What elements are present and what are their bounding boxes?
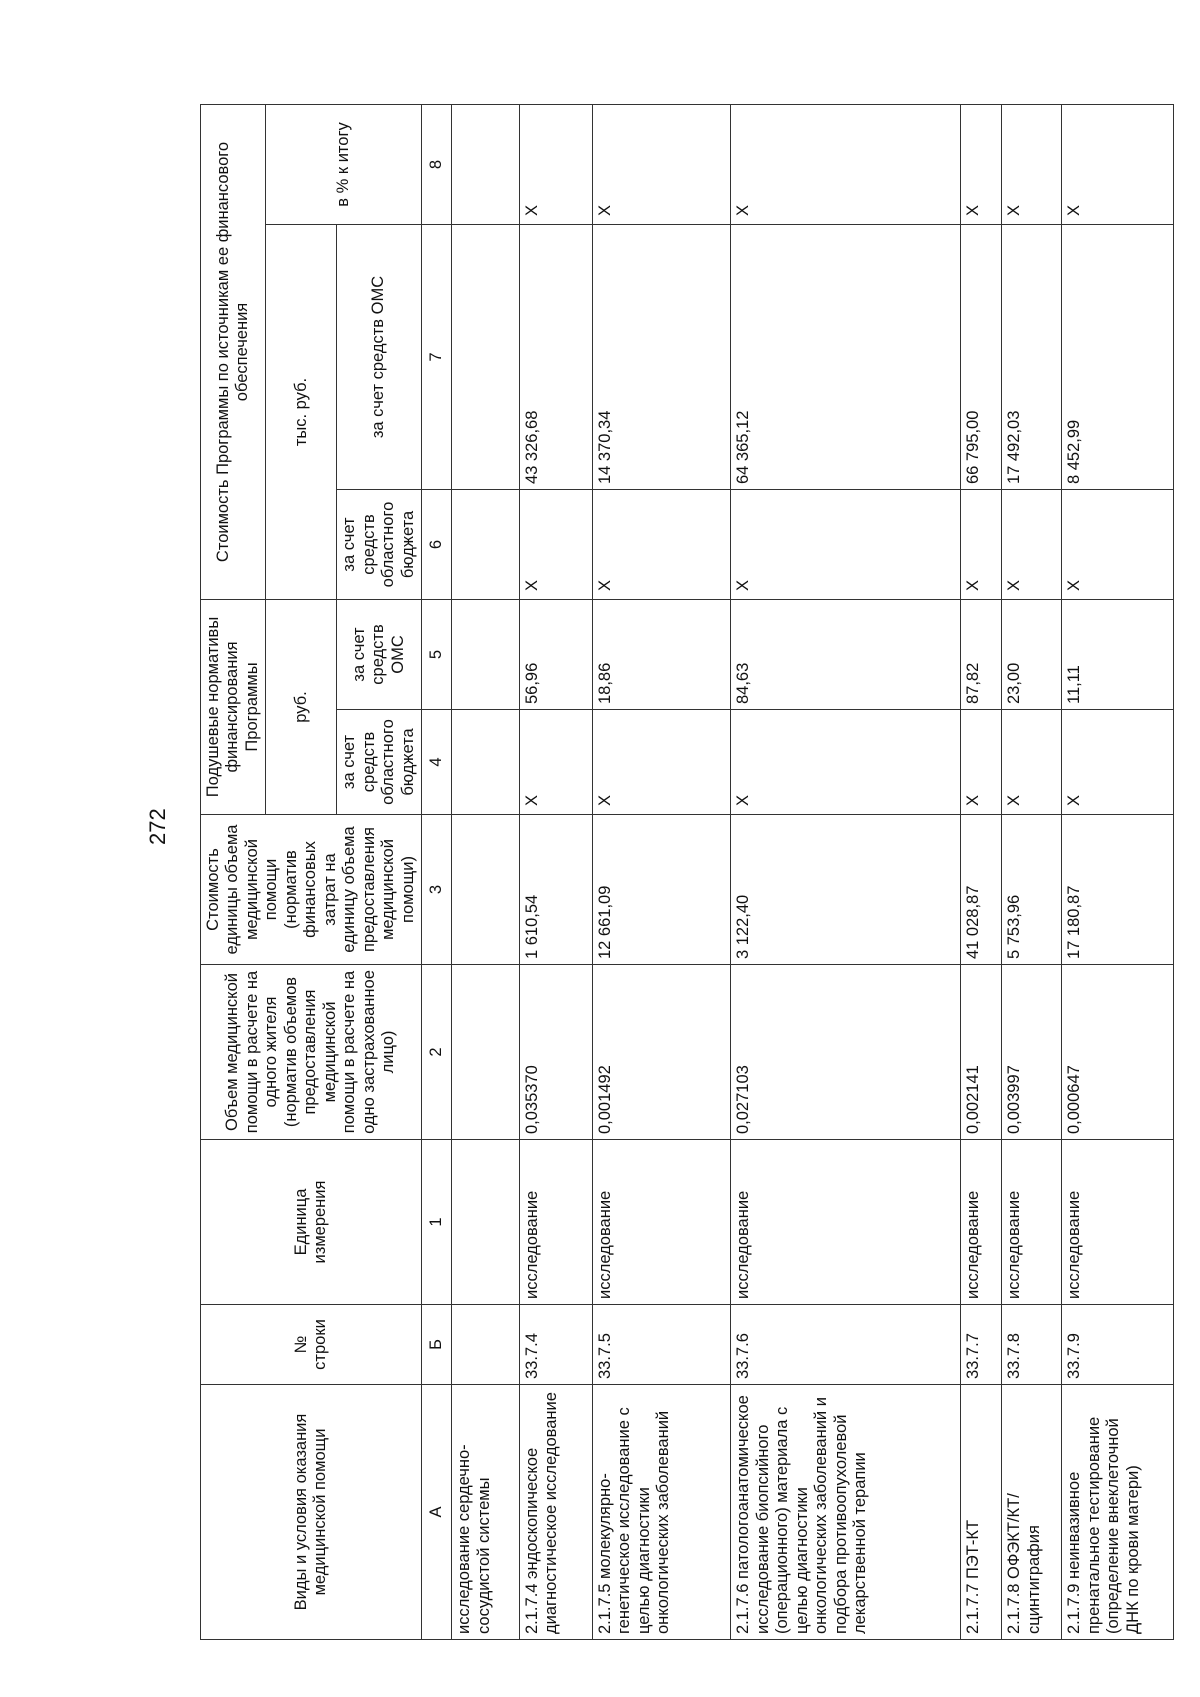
table-row	[452, 104, 520, 1639]
row-name: 2.1.7.6 патологоанатомическое исследование биопсийного (операционного) материала с целью диагностики онкологических заболеваний и подбора противоопухолевой лекарственной терапии	[731, 1385, 960, 1640]
header-rub: руб.	[266, 600, 337, 815]
row-cost-oms: 8 452,99	[1062, 225, 1174, 490]
row-pc-budget: Х	[519, 710, 592, 815]
row-pc-budget: Х	[592, 710, 730, 815]
row-cost-budget: Х	[960, 490, 1002, 600]
table-row	[592, 104, 730, 1639]
row-unit: исследование	[960, 1140, 1002, 1305]
header-thousand-rub: тыс. руб.	[266, 225, 337, 600]
row-unit: исследование	[592, 1140, 730, 1305]
row-percent: Х	[519, 104, 592, 224]
row-line: 33.7.6	[731, 1305, 960, 1385]
header-col-8: в % к итогу	[266, 104, 422, 224]
table-row	[519, 104, 592, 1639]
row-volume: 0,035370	[519, 965, 592, 1140]
row-cost-oms: 14 370,34	[592, 225, 730, 490]
table-row	[731, 104, 960, 1639]
row-unit: исследование	[1002, 1140, 1062, 1305]
row-pc-budget: Х	[731, 710, 960, 815]
row-cost-budget: Х	[731, 490, 960, 600]
financing-table	[200, 104, 1174, 1640]
row-percent: Х	[960, 104, 1002, 224]
row-line: 33.7.4	[519, 1305, 592, 1385]
row-name: 2.1.7.8 ОФЭКТ/КТ/сцинтиграфия	[1002, 1385, 1062, 1640]
row-volume	[452, 965, 520, 1140]
row-volume: 0,003997	[1002, 965, 1062, 1140]
header-col-2: Объем медицинской помощи в расчете на одного жителя (норматив объемов предоставления медицинской помощи в расчете на одно застрахованное лицо)	[201, 965, 422, 1140]
row-cost-oms: 64 365,12	[731, 225, 960, 490]
row-volume: 0,027103	[731, 965, 960, 1140]
col-number-6: 6	[422, 490, 452, 600]
row-pc-budget	[452, 710, 520, 815]
row-name: 2.1.7.9 неинвазивное пренатальное тестирование (определение внеклеточной ДНК по крови матери)	[1062, 1385, 1174, 1640]
table-row	[1002, 104, 1062, 1639]
row-line	[452, 1305, 520, 1385]
row-unit-cost: 12 661,09	[592, 815, 730, 965]
row-pc-oms: 84,63	[731, 600, 960, 710]
row-unit: исследование	[519, 1140, 592, 1305]
row-cost-budget: Х	[592, 490, 730, 600]
row-name: 2.1.7.7 ПЭТ-КТ	[960, 1385, 1002, 1640]
table-row	[960, 104, 1002, 1639]
col-number-5: 5	[422, 600, 452, 710]
row-pc-oms: 87,82	[960, 600, 1002, 710]
header-cost: Стоимость Программы по источникам ее финансового обеспечения	[201, 104, 266, 599]
row-unit-cost: 1 610,54	[519, 815, 592, 965]
header-col-3: Стоимость единицы объема медицинской помощи (норматив финансовых затрат на единицу объема предоставления медицинской помощи)	[201, 815, 422, 965]
row-percent: Х	[592, 104, 730, 224]
row-unit: исследование	[731, 1140, 960, 1305]
row-cost-budget: Х	[519, 490, 592, 600]
row-unit-cost: 41 028,87	[960, 815, 1002, 965]
row-pc-budget: Х	[960, 710, 1002, 815]
row-volume: 0,000647	[1062, 965, 1174, 1140]
row-name: 2.1.7.4 эндоскопическое диагностическое исследование	[519, 1385, 592, 1640]
row-pc-oms	[452, 600, 520, 710]
table-row	[1062, 104, 1174, 1639]
col-number-3: 3	[422, 815, 452, 965]
header-col-b: № строки	[201, 1305, 422, 1385]
header-col-7: за счет средств ОМС	[337, 225, 422, 490]
row-volume: 0,001492	[592, 965, 730, 1140]
row-line: 33.7.8	[1002, 1305, 1062, 1385]
row-name: исследование сердечно-сосудистой системы	[452, 1385, 520, 1640]
row-cost-budget	[452, 490, 520, 600]
header-per-capita: Подушевые нормативы финансирования Программы	[201, 600, 266, 815]
col-number-1: 1	[422, 1140, 452, 1305]
row-cost-oms: 17 492,03	[1002, 225, 1062, 490]
page-number: 272	[145, 808, 170, 845]
row-pc-oms: 18,86	[592, 600, 730, 710]
header-col-5: за счет средств ОМС	[337, 600, 422, 710]
col-number-4: 4	[422, 710, 452, 815]
row-percent	[452, 104, 520, 224]
col-number-8: 8	[422, 104, 452, 224]
header-col-6: за счет средств областного бюджета	[337, 490, 422, 600]
header-col-a: Виды и условия оказания медицинской помощи	[201, 1385, 422, 1640]
row-pc-budget: Х	[1002, 710, 1062, 815]
row-percent: Х	[731, 104, 960, 224]
row-cost-oms: 66 795,00	[960, 225, 1002, 490]
row-unit: исследование	[1062, 1140, 1174, 1305]
row-line: 33.7.5	[592, 1305, 730, 1385]
row-pc-oms: 56,96	[519, 600, 592, 710]
row-percent: Х	[1062, 104, 1174, 224]
row-volume: 0,002141	[960, 965, 1002, 1140]
row-cost-budget: Х	[1062, 490, 1174, 600]
row-cost-oms: 43 326,68	[519, 225, 592, 490]
row-name: 2.1.7.5 молекулярно-генетическое исследование с целью диагностики онкологических заболеваний	[592, 1385, 730, 1640]
header-col-1: Единица измерения	[201, 1140, 422, 1305]
col-number-a: А	[422, 1385, 452, 1640]
row-unit-cost	[452, 815, 520, 965]
col-number-7: 7	[422, 225, 452, 490]
row-unit	[452, 1140, 520, 1305]
row-line: 33.7.9	[1062, 1305, 1174, 1385]
row-pc-oms: 23,00	[1002, 600, 1062, 710]
rotated-table-container	[200, 105, 1142, 1640]
col-number-b: Б	[422, 1305, 452, 1385]
header-col-4: за счет средств областного бюджета	[337, 710, 422, 815]
row-line: 33.7.7	[960, 1305, 1002, 1385]
row-percent: Х	[1002, 104, 1062, 224]
row-pc-oms: 11,11	[1062, 600, 1174, 710]
col-number-2: 2	[422, 965, 452, 1140]
row-unit-cost: 17 180,87	[1062, 815, 1174, 965]
row-unit-cost: 3 122,40	[731, 815, 960, 965]
row-cost-budget: Х	[1002, 490, 1062, 600]
row-pc-budget: Х	[1062, 710, 1174, 815]
row-cost-oms	[452, 225, 520, 490]
row-unit-cost: 5 753,96	[1002, 815, 1062, 965]
